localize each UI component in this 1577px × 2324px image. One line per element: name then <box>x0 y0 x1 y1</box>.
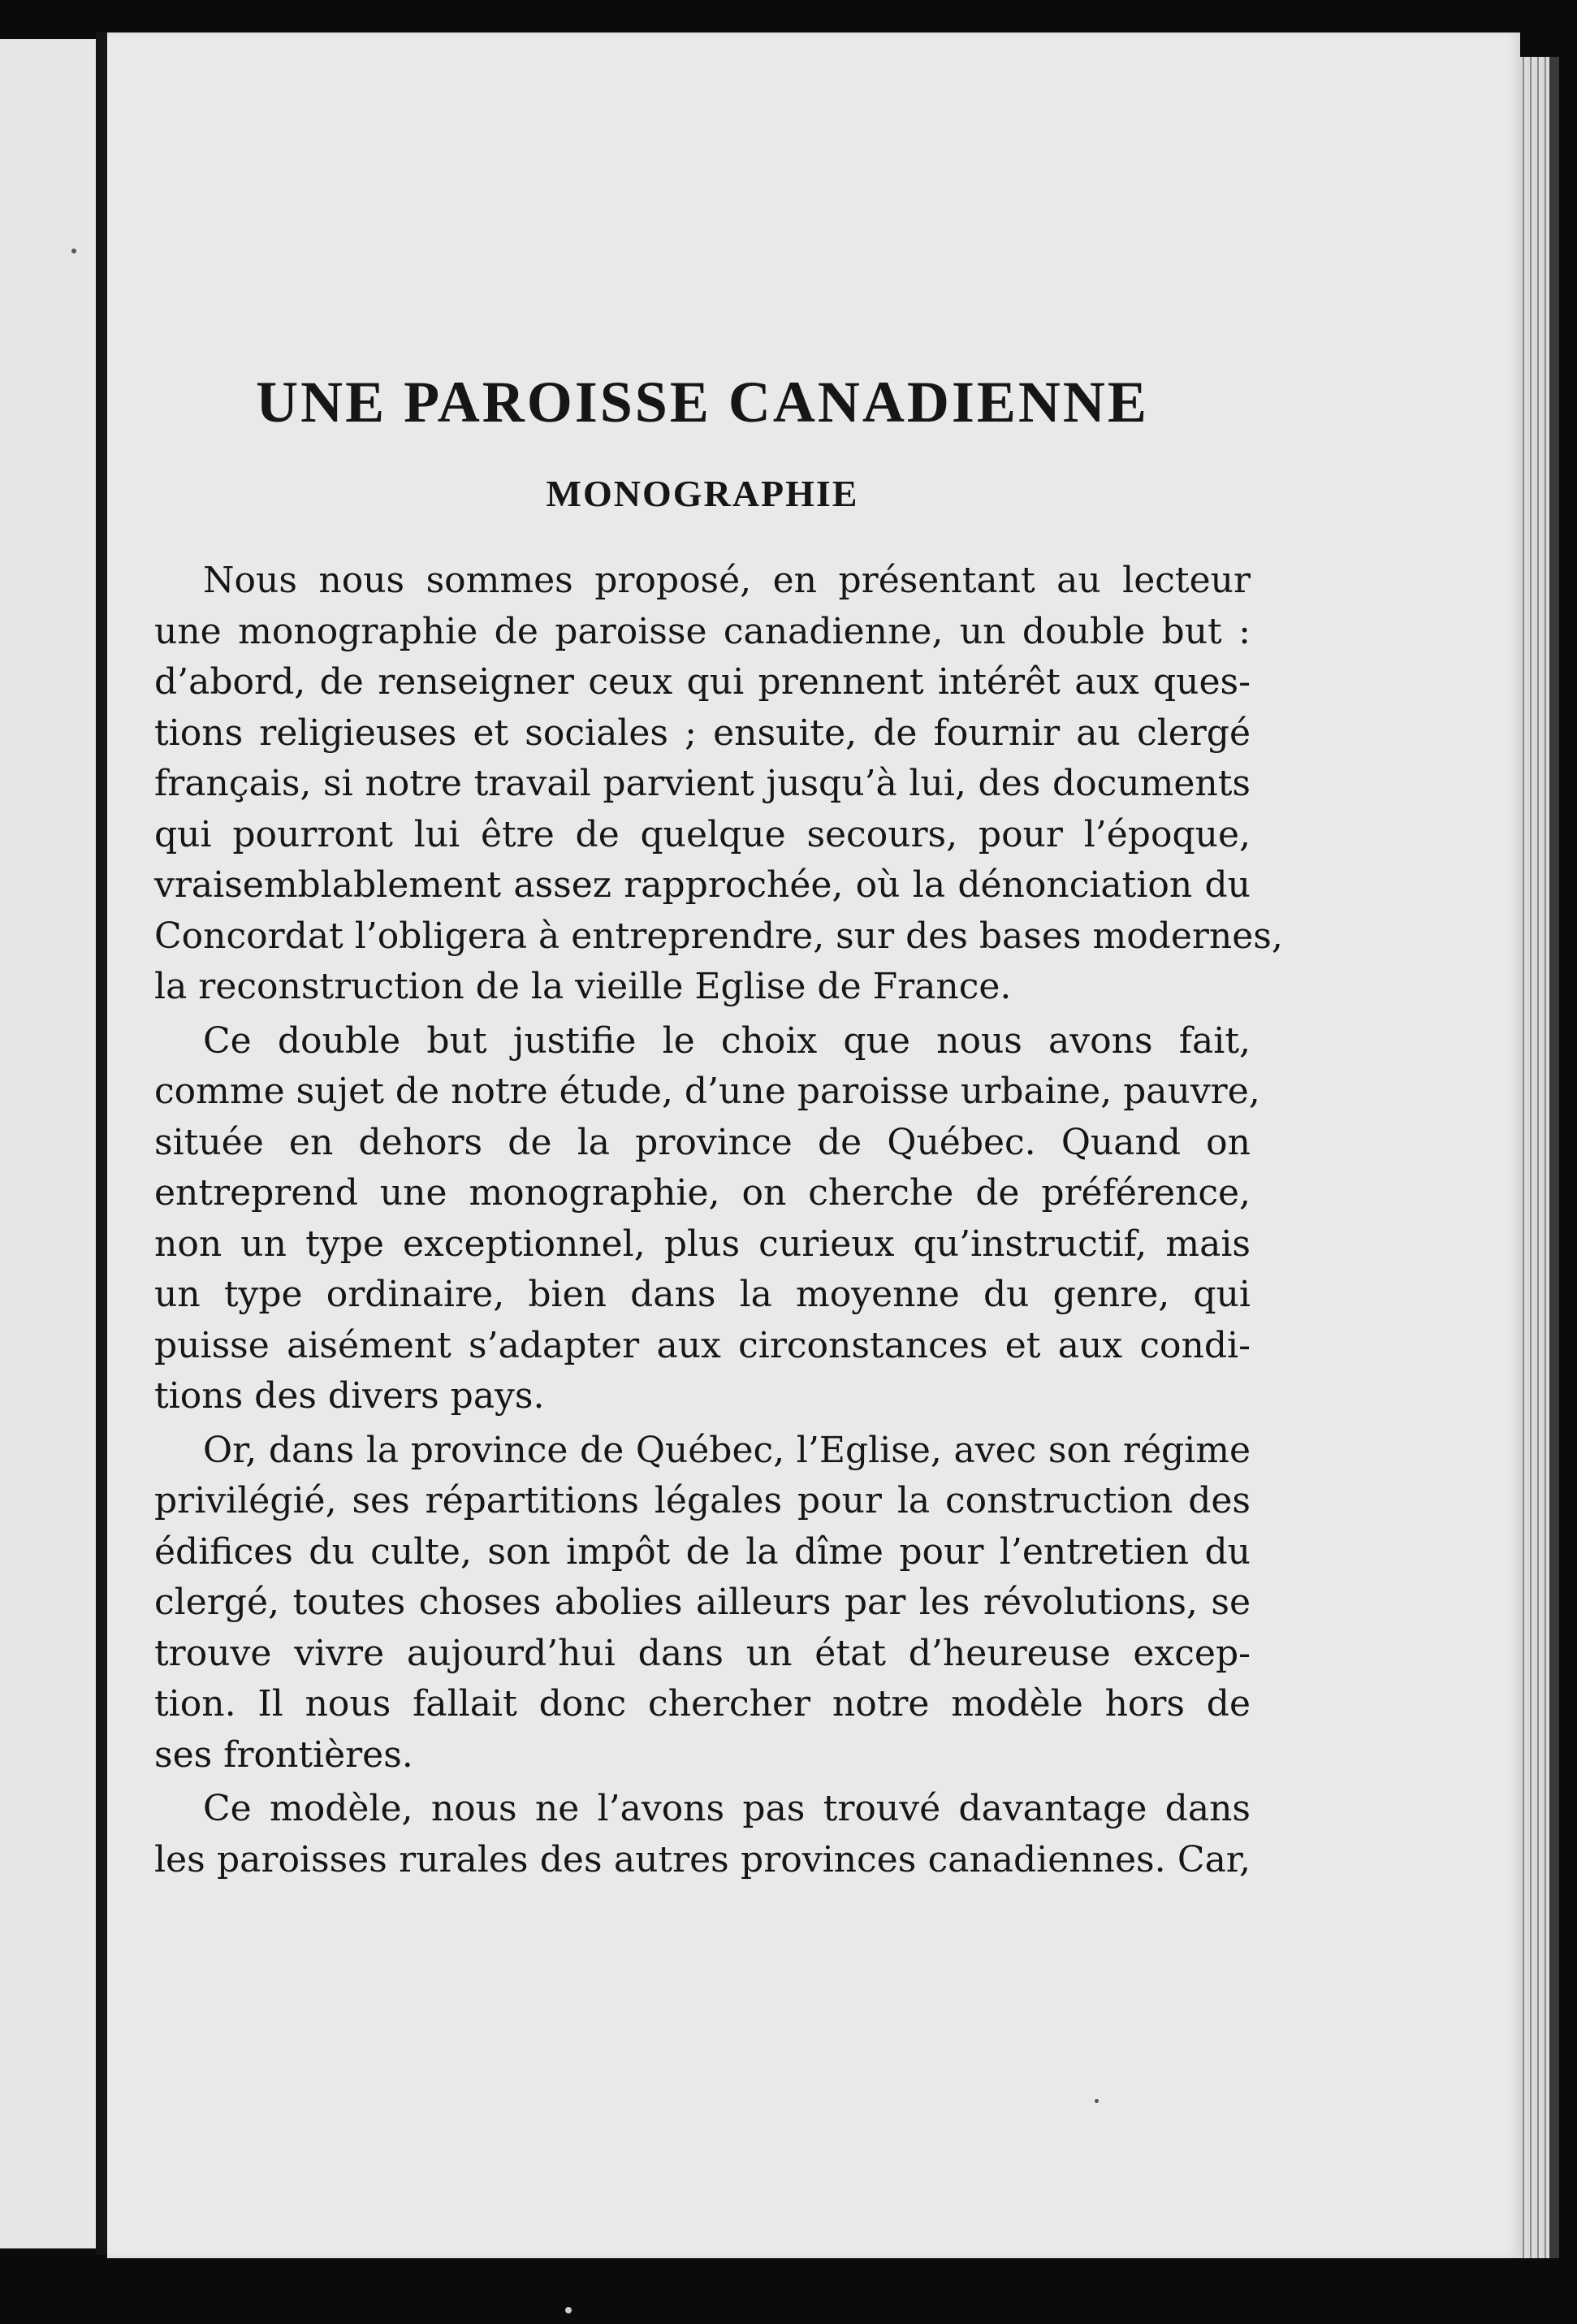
text-line: Or, dans la province de Québec, l’Eglise, avec son régime <box>203 1429 1251 1471</box>
page-edges <box>1520 57 1549 2258</box>
text-line: clergé, toutes choses abolies ailleurs par les révolutions, se <box>154 1582 1251 1623</box>
text-line: Concordat l’obligera à entreprendre, sur des bases modernes, <box>154 915 1283 957</box>
gutter-shadow <box>96 32 107 2255</box>
page-content <box>154 366 1283 1889</box>
text-line: Ce modèle, nous ne l’avons pas trouvé davantage dans <box>203 1788 1251 1829</box>
paper-speck <box>71 249 76 253</box>
text-line: puisse aisément s’adapter aux circonstances et aux condi- <box>154 1324 1251 1366</box>
text-line: la reconstruction de la vieille Eglise de France. <box>154 966 1012 1007</box>
page-title: UNE PAROISSE CANADIENNE <box>256 370 1149 435</box>
text-line: d’abord, de renseigner ceux qui prennent intérêt aux ques- <box>154 661 1251 703</box>
text-line: entreprend une monographie, on cherche de préférence, <box>154 1172 1251 1214</box>
paragraph-1 <box>154 556 1283 1013</box>
text-line: située en dehors de la province de Québec. Quand on <box>154 1121 1251 1163</box>
text-line: français, si notre travail parvient jusqu’à lui, des documents <box>154 763 1251 804</box>
paragraph-3 <box>154 1426 1251 1781</box>
text-line: non un type exceptionnel, plus curieux qu’instructif, mais <box>154 1223 1251 1265</box>
paper-speck <box>565 2307 572 2313</box>
text-line: tions des divers pays. <box>154 1375 545 1417</box>
text-line: trouve vivre aujourd’hui dans un état d’heureuse excep- <box>154 1632 1251 1674</box>
text-line: vraisemblablement assez rapprochée, où la dénonciation du <box>154 864 1251 906</box>
paragraph-4 <box>154 1784 1251 1885</box>
text-line: Ce double but justifie le choix que nous avons fait, <box>203 1019 1251 1062</box>
text-line: une monographie de paroisse canadienne, un double but : <box>154 610 1251 652</box>
text-line: tion. Il nous fallait donc chercher notre modèle hors de <box>154 1683 1251 1725</box>
text-line: édifices du culte, son impôt de la dîme pour l’entretien du <box>154 1530 1251 1573</box>
text-line: comme sujet de notre étude, d’une paroisse urbaine, pauvre, <box>154 1071 1260 1112</box>
paper-speck <box>1095 2099 1099 2103</box>
previous-page-margin <box>0 39 99 2248</box>
page-subtitle: MONOGRAPHIE <box>546 473 859 514</box>
text-line: qui pourront lui être de quelque secours, pour l’époque, <box>154 813 1251 855</box>
text-line: un type ordinaire, bien dans la moyenne du genre, qui <box>154 1274 1251 1315</box>
text-line: ses frontières. <box>154 1733 413 1776</box>
text-line: tions religieuses et sociales ; ensuite, de fournir au clergé <box>154 712 1251 754</box>
text-line: Nous nous sommes proposé, en présentant au lecteur <box>203 560 1251 601</box>
page-edge-shadow <box>1549 57 1559 2258</box>
paragraph-2 <box>154 1016 1260 1422</box>
text-line: privilégié, ses répartitions légales pour la construction des <box>154 1480 1251 1521</box>
text-line: les paroisses rurales des autres provinces canadiennes. Car, <box>154 1838 1251 1880</box>
